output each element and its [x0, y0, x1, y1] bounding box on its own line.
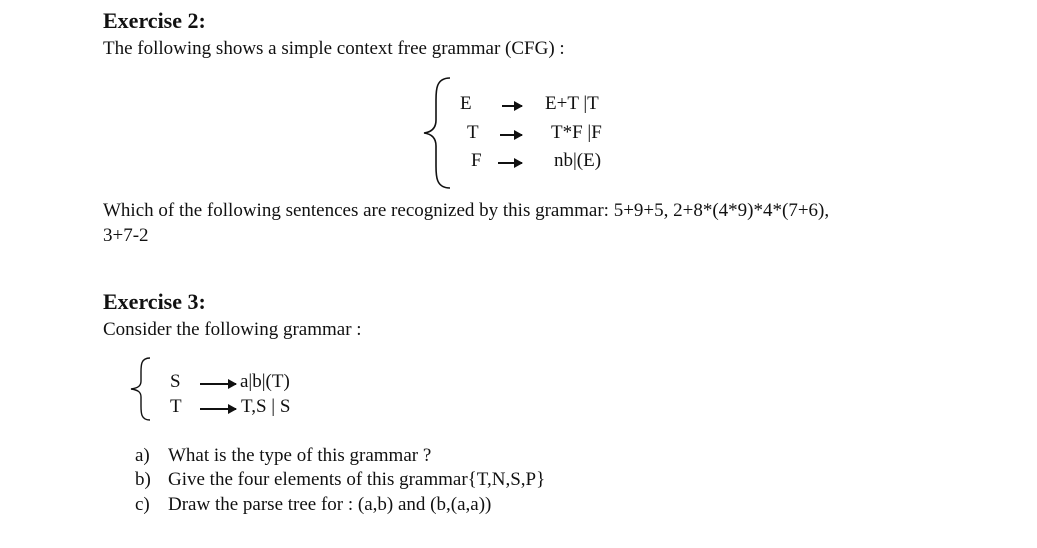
grammar-1-rule-lhs: T	[467, 122, 479, 143]
arrow-icon	[502, 105, 522, 107]
exercise-3-heading: Exercise 3:	[103, 289, 206, 314]
grammar-1-rule-lhs: F	[471, 150, 482, 171]
question-marker: b)	[135, 469, 151, 490]
grammar-2-brace	[128, 356, 154, 422]
grammar-2-rule-lhs: T	[170, 396, 182, 417]
exercise-2-intro: The following shows a simple context free grammar (CFG) :	[103, 38, 565, 59]
exercise-3-intro: Consider the following grammar :	[103, 319, 362, 340]
grammar-2-rule-lhs: S	[170, 371, 181, 392]
grammar-2-rule-rhs: a|b|(T)	[240, 371, 290, 392]
question-marker: a)	[135, 445, 150, 466]
exercise-2-question-line-1: Which of the following sentences are recognized by this grammar: 5+9+5, 2+8*(4*9)*4*(7+6),	[103, 200, 830, 221]
grammar-1-rule-rhs: E+T |T	[545, 93, 599, 114]
arrow-icon	[498, 162, 522, 164]
question-text: Give the four elements of this grammar{T,N,S,P}	[168, 469, 546, 490]
question-marker: c)	[135, 494, 150, 515]
grammar-1-rule-lhs: E	[460, 93, 472, 114]
question-text: Draw the parse tree for : (a,b) and (b,(a,a))	[168, 494, 492, 515]
question-text: What is the type of this grammar ?	[168, 445, 432, 466]
grammar-2-rule-rhs: T,S | S	[241, 396, 291, 417]
arrow-icon	[500, 134, 522, 136]
exercise-2-question-line-2: 3+7-2	[103, 225, 149, 246]
arrow-icon	[200, 408, 236, 410]
grammar-1-rule-rhs: T*F |F	[551, 122, 602, 143]
exercise-2-heading: Exercise 2:	[103, 8, 206, 33]
grammar-1-rule-rhs: nb|(E)	[554, 150, 602, 171]
arrow-icon	[200, 383, 236, 385]
grammar-1-brace	[420, 76, 456, 190]
